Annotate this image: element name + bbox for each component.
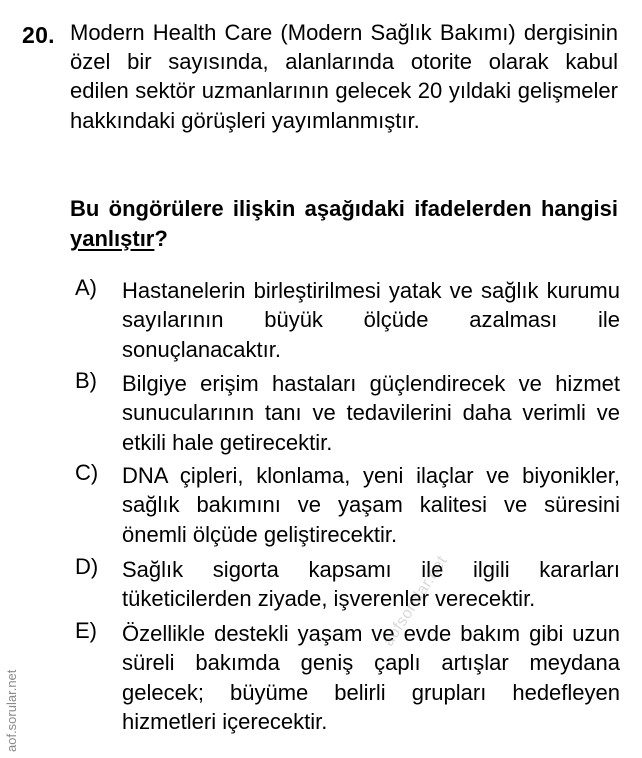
option-letter: E)	[75, 618, 97, 643]
option-letter: D)	[75, 554, 99, 579]
question-prompt	[70, 194, 618, 254]
question-number: 20.	[22, 22, 55, 48]
option-text: Sağlık sigorta kapsamı ile ilgili kararları tüketicilerden ziyade, işverenler verecektir.	[122, 557, 620, 612]
prompt-emphasis: yanlıştır	[70, 226, 155, 251]
option-letter: C)	[75, 460, 99, 485]
option-text: Bilgiye erişim hastaları güçlendirecek ve hizmet sunucularının tanı ve tedavilerini daha verimli ve etkili hale getirecektir.	[122, 371, 620, 455]
prompt-end: ?	[154, 226, 168, 251]
option-letter: B)	[75, 368, 97, 393]
prompt-text: Bu öngörülere ilişkin aşağıdaki ifadelerden hangisi	[70, 196, 618, 221]
side-watermark: aof.sorular.net	[4, 669, 19, 752]
question-stem: Modern Health Care (Modern Sağlık Bakımı) dergisinin özel bir sayısında, alanlarında otorite olarak kabul edilen sektör uzmanlarının gelecek 20 yıldaki gelişmeler hakkındaki görüşleri yayımlanmıştır.	[70, 20, 618, 133]
option-text: Özellikle destekli yaşam ve evde bakım gibi uzun süreli bakımda geniş çaplı artışlar meydana gelecek; büyüme belirli grupları hedefleyen hizmetleri içerecektir.	[122, 621, 620, 734]
option-letter: A)	[75, 275, 97, 300]
option-text: Hastanelerin birleştirilmesi yatak ve sağlık kurumu sayılarının büyük ölçüde azalması ile sonuçlanacaktır.	[122, 278, 620, 362]
center-watermark: aofsorular.net	[380, 552, 451, 650]
option-text: DNA çipleri, klonlama, yeni ilaçlar ve biyonikler, sağlık bakımını ve yaşam kalitesi ve süresini önemli ölçüde geliştirecektir.	[122, 463, 620, 547]
